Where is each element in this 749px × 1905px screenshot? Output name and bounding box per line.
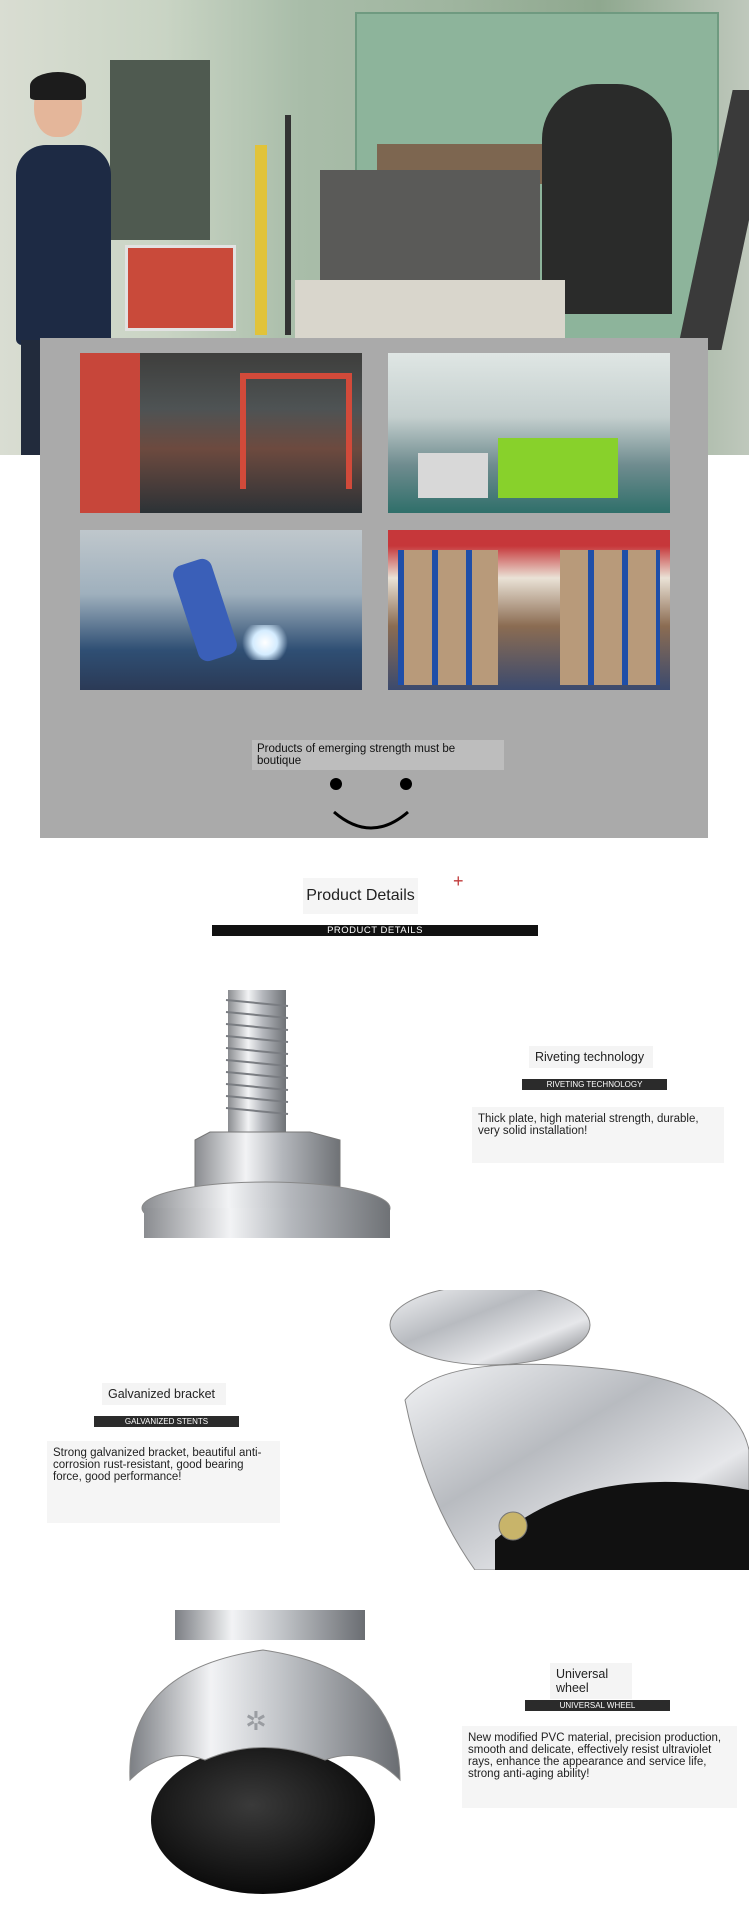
riveting-bar: RIVETING TECHNOLOGY xyxy=(522,1079,667,1090)
photo-warehouse xyxy=(388,530,670,690)
photo-production-line xyxy=(80,353,362,513)
factory-gallery-panel xyxy=(40,338,708,838)
product-details-bar: PRODUCT DETAILS xyxy=(212,925,538,936)
universal-bar: UNIVERSAL WHEEL xyxy=(525,1700,670,1711)
tagline: Products of emerging strength must be boutique xyxy=(252,740,504,770)
product-details-title: Product Details xyxy=(303,878,418,914)
safety-light-curtain xyxy=(255,145,267,335)
universal-wheel-image xyxy=(125,1610,415,1895)
galvanized-bracket-image xyxy=(385,1290,749,1570)
bolt-stem-image xyxy=(140,960,400,1240)
universal-title: Universal wheel xyxy=(550,1663,632,1699)
galvanized-bar: GALVANIZED STENTS xyxy=(94,1416,239,1427)
riveting-title: Riveting technology xyxy=(529,1046,653,1068)
red-crate xyxy=(125,245,236,331)
background-machine xyxy=(110,60,210,240)
press-bed xyxy=(295,280,565,340)
galvanized-desc: Strong galvanized bracket, beautiful anti-corrosion rust-resistant, good bearing force, good performance! xyxy=(47,1441,280,1523)
riveting-desc: Thick plate, high material strength, durable, very solid installation! xyxy=(472,1107,724,1163)
universal-desc: New modified PVC material, precision production, smooth and delicate, effectively resist ultraviolet rays, enhance the appearance and service life, strong anti-aging ability! xyxy=(462,1726,737,1808)
smiley-icon xyxy=(326,774,416,844)
photo-injection-workshop xyxy=(388,353,670,513)
safety-pole xyxy=(285,115,291,335)
photo-robot-welding xyxy=(80,530,362,690)
svg-text:✲: ✲ xyxy=(245,1707,267,1737)
plus-icon: + xyxy=(453,871,464,891)
galvanized-title: Galvanized bracket xyxy=(102,1383,226,1405)
